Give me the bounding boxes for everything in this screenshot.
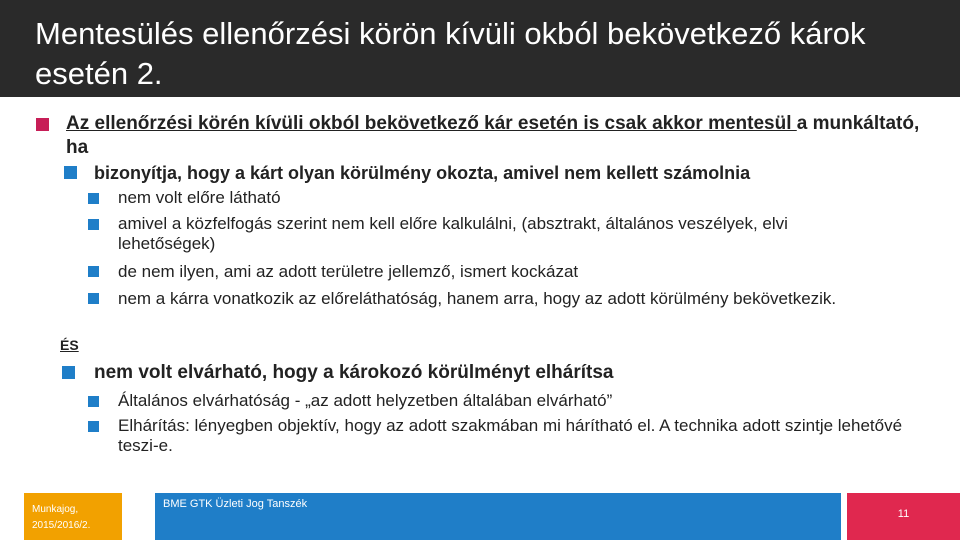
intro-paragraph	[66, 112, 926, 160]
footer-page-box	[847, 493, 960, 540]
footer-department-label: BME GTK Üzleti Jog Tanszék	[163, 498, 308, 510]
footer-department-box	[155, 493, 841, 540]
point2-sub-item: Általános elvárhatóság - „az adott helyzetben általában elvárható”	[118, 391, 613, 410]
intro-rest-text: a munkáltató, ha	[66, 113, 920, 158]
bullet-marker	[62, 366, 75, 379]
bullet-marker	[88, 266, 99, 277]
bullet-marker	[36, 118, 49, 131]
page-number: 11	[897, 508, 910, 520]
footer-course-box	[24, 493, 122, 540]
bullet-marker	[88, 421, 99, 432]
bullet-marker	[88, 396, 99, 407]
point2-sub-item: Elhárítás: lényegben objektív, hogy az adott szakmában mi hárítható el. A technika adott szintje lehetővé teszi-e.	[118, 416, 903, 455]
bullet-marker	[64, 166, 77, 179]
point1-sub-item: nem volt előre látható	[118, 188, 281, 207]
slide-title: Mentesülés ellenőrzési körön kívüli okból bekövetkező károk esetén 2.	[35, 16, 866, 91]
footer-course-label: Munkajog, 2015/2016/2.	[32, 504, 91, 531]
point1-text: bizonyítja, hogy a kárt olyan körülmény okozta, amivel nem kellett számolnia	[94, 163, 751, 183]
point2-text: nem volt elvárható, hogy a károkozó körülményt elhárítsa	[94, 362, 614, 383]
point1-sub-item: de nem ilyen, ami az adott területre jellemző, ismert kockázat	[118, 262, 579, 281]
bullet-marker	[88, 193, 99, 204]
es-connector-label: ÉS	[60, 337, 79, 353]
point1-sub-item: amivel a közfelfogás szerint nem kell előre kalkulálni, (absztrakt, általános veszélyek, elvi lehetőségek)	[118, 214, 788, 253]
bullet-marker	[88, 219, 99, 230]
bullet-marker	[88, 293, 99, 304]
intro-underlined-text: Az ellenőrzési körén kívüli okból bekövetkező kár esetén is csak akkor mentesül	[66, 113, 797, 134]
point1-sub-item: nem a kárra vonatkozik az előreláthatóság, hanem arra, hogy az adott körülmény bekövetkezik.	[118, 289, 837, 308]
